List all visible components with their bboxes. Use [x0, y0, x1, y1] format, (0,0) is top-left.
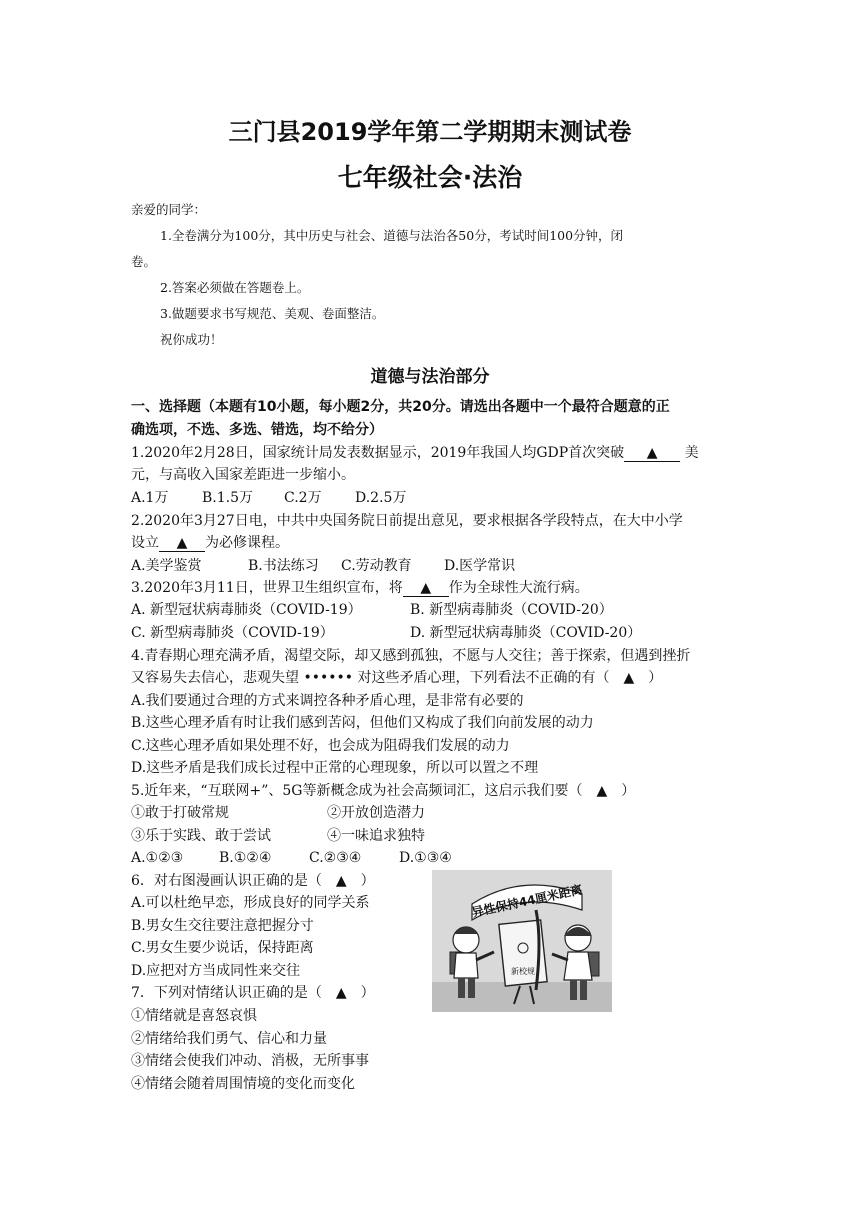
option-b: B.书法练习	[248, 558, 319, 574]
option-b: B.①②④	[219, 850, 272, 866]
notice-item-3: 3.做题要求书写规范、美观、卷面整洁。	[160, 306, 385, 321]
book-label: 新校规	[511, 967, 535, 976]
question-2-cont	[131, 533, 289, 553]
option-a: A.可以杜绝早恋，形成良好的同学关系	[131, 895, 370, 911]
question-3-text: 3.2020年3月11日，世界卫生组织宣布，将	[131, 580, 403, 596]
answer-blank: ▲	[159, 535, 205, 552]
option-a: A.我们要通过合理的方式来调控各种矛盾心理，是非常有必要的	[131, 693, 524, 709]
answer-blank: ▲	[403, 580, 449, 597]
statement-1: ①敢于打破常规	[131, 805, 229, 821]
question-1-text: 1.2020年2月28日，国家统计局发表数据显示，2019年我国人均GDP首次突破	[131, 445, 625, 461]
part1-instructions: 一、选择题（本题有10小题，每小题2分，共20分。请选出各题中一个最符合题意的正	[131, 399, 670, 415]
banner-text: 异性保持44厘米距离	[470, 882, 584, 920]
option-d: D.2.5万	[355, 490, 407, 506]
option-a: A.①②③	[131, 850, 184, 866]
notice-item-1-cont: 卷。	[131, 254, 157, 269]
statement-3: ③情绪会使我们冲动、消极，无所事事	[131, 1053, 369, 1069]
option-b: B.男女生交往要注意把握分寸	[131, 918, 314, 934]
cartoon-illustration	[432, 870, 612, 1012]
notice-item-1: 1.全卷满分为100分，其中历史与社会、道德与法治各50分，考试时间100分钟，闭	[160, 228, 624, 243]
option-d: D.应把对方当成同性来交往	[131, 963, 301, 979]
exam-subtitle: 七年级社会·法治	[337, 163, 523, 192]
greeting: 亲爱的同学：	[131, 202, 207, 217]
question-2-text-end: 为必修课程。	[205, 535, 289, 551]
statement-2: ②开放创造潜力	[327, 805, 425, 821]
question-2-text: 设立	[131, 535, 159, 551]
option-b: B.1.5万	[202, 490, 254, 506]
answer-blank: ▲	[624, 445, 680, 462]
option-c: C.这些心理矛盾如果处理不好，也会成为阻碍我们发展的动力	[131, 738, 510, 754]
question-1-cont: 元，与高收入国家差距进一步缩小。	[131, 467, 355, 483]
option-b: B. 新型病毒肺炎（COVID-20）	[410, 602, 613, 618]
option-d: D. 新型冠状病毒肺炎（COVID-20）	[410, 625, 642, 641]
option-a: A.1万	[131, 490, 169, 506]
notice-item-2: 2.答案必须做在答题卷上。	[160, 280, 310, 295]
statement-4: ④情绪会随着周围情境的变化而变化	[131, 1076, 355, 1092]
option-d: D.医学常识	[444, 558, 516, 574]
part1-instructions-cont: 确选项，不选、多选、错选，均不给分）	[131, 422, 383, 438]
question-1-text-end: 美	[684, 445, 699, 461]
question-3-text-end: 作为全球性大流行病。	[448, 580, 589, 596]
option-a: A. 新型冠状病毒肺炎（COVID-19）	[131, 602, 362, 618]
notice-wish: 祝你成功！	[160, 332, 223, 347]
option-c: C.②③④	[309, 850, 362, 866]
question-3	[131, 578, 589, 598]
question-2: 2.2020年3月27日电，中共中央国务院日前提出意见，要求根据各学段特点，在大中小学	[131, 513, 683, 529]
question-7: 7．下列对情绪认识正确的是（ ▲ ）	[131, 985, 375, 1001]
option-c: C. 新型病毒肺炎（COVID-19）	[131, 625, 334, 641]
statement-2: ②情绪给我们勇气、信心和力量	[131, 1031, 327, 1047]
option-d: D.①③④	[399, 850, 452, 866]
option-b: B.这些心理矛盾有时让我们感到苦闷，但他们又构成了我们向前发展的动力	[131, 715, 594, 731]
question-4: 4.青春期心理充满矛盾，渴望交际，却又感到孤独，不愿与人交往；善于探索，但遇到挫折	[131, 648, 691, 664]
section-title: 道德与法治部分	[370, 367, 490, 387]
option-a: A.美学鉴赏	[131, 558, 202, 574]
option-c: C.男女生要少说话，保持距离	[131, 940, 314, 956]
statement-3: ③乐于实践、敢于尝试	[131, 828, 271, 844]
question-1	[131, 443, 699, 463]
question-4-cont: 又容易失去信心，悲观失望 •••••• 对这些矛盾心理，下列看法不正确的有（ ▲ ）	[131, 670, 663, 686]
option-c: C.2万	[284, 490, 322, 506]
option-c: C.劳动教育	[341, 558, 412, 574]
option-d: D.这些矛盾是我们成长过程中正常的心理现象，所以可以置之不理	[131, 760, 539, 776]
question-6: 6．对右图漫画认识正确的是（ ▲ ）	[131, 873, 375, 889]
statement-4: ④一味追求独特	[327, 828, 425, 844]
exam-title: 三门县2019学年第二学期期末测试卷	[228, 118, 632, 146]
statement-1: ①情绪就是喜怒哀惧	[131, 1008, 257, 1024]
question-5: 5.近年来，“互联网+”、5G等新概念成为社会高频词汇，这启示我们要（ ▲ ）	[131, 783, 636, 799]
